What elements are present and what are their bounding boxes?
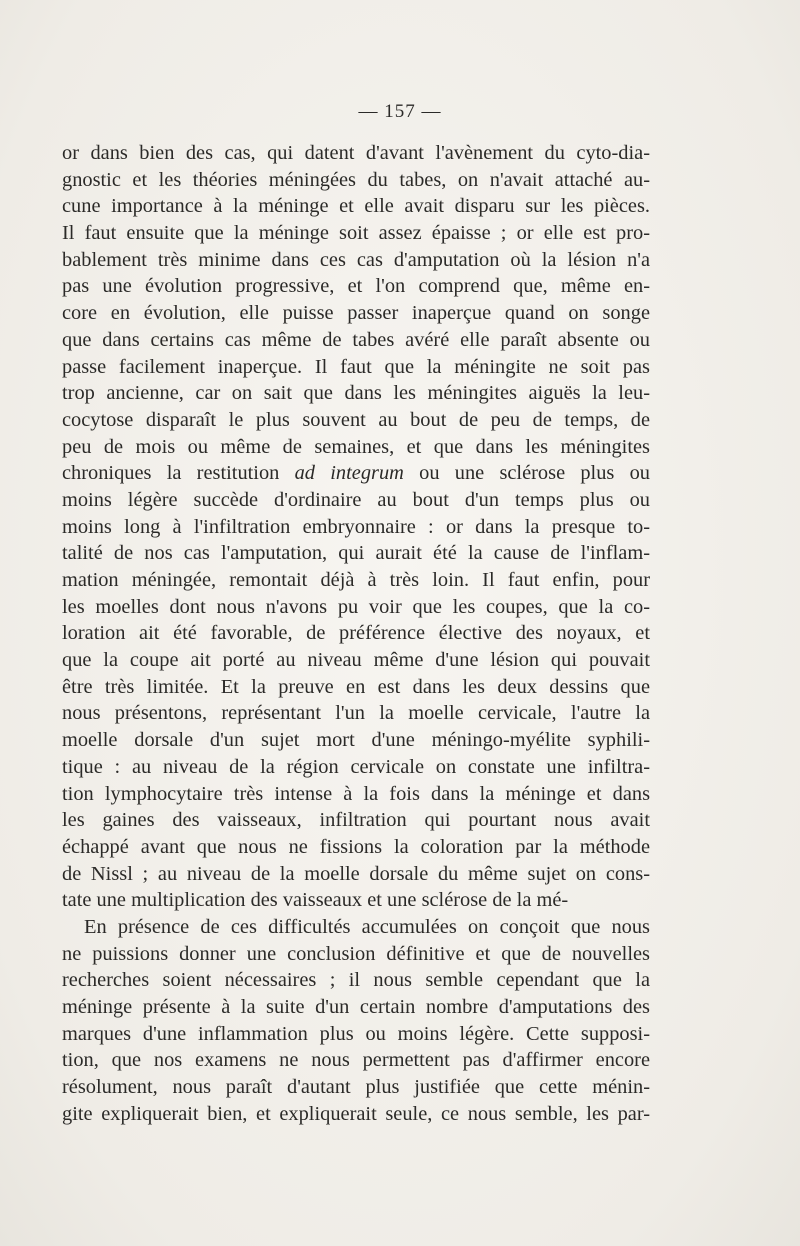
body-text <box>62 140 650 1127</box>
text-line: passe facilement inaperçue. Il faut que la méningite ne soit pas <box>62 355 650 378</box>
text-line: gite expliquerait bien, et expliquerait seule, ce nous semble, les par- <box>62 1102 650 1125</box>
text-line: tion, que nos examens ne nous permettent pas d'affirmer encore <box>62 1049 650 1072</box>
italic-phrase: ad integrum <box>294 462 404 485</box>
page-number: — 157 — <box>358 101 442 122</box>
text-line: que dans certains cas même de tabes avéré elle paraît absente ou <box>62 328 650 351</box>
text-line: or dans bien des cas, qui datent d'avant l'avènement du cyto-dia- <box>62 142 650 164</box>
text-segment: chroniques la restitution <box>62 462 295 485</box>
text-line: bablement très minime dans ces cas d'amputation où la lésion n'a <box>62 248 650 271</box>
text-line: moelle dorsale d'un sujet mort d'une méningo-myélite syphili- <box>62 729 650 752</box>
text-line: marques d'une inflammation plus ou moins légère. Cette supposi- <box>62 1022 650 1045</box>
text-line: échappé avant que nous ne fissions la coloration par la méthode <box>62 835 650 858</box>
text-line: que la coupe ait porté au niveau même d'une lésion qui pouvait <box>62 649 650 672</box>
text-line: Il faut ensuite que la méninge soit assez épaisse ; or elle est pro- <box>62 222 650 245</box>
text-line: core en évolution, elle puisse passer inaperçue quand on songe <box>62 302 650 325</box>
text-line: trop ancienne, car on sait que dans les méningites aiguës la leu- <box>62 382 650 405</box>
text-line: résolument, nous paraît d'autant plus justifiée que cette ménin- <box>62 1076 650 1099</box>
text-line: cune importance à la méninge et elle avait disparu sur les pièces. <box>62 195 650 218</box>
text-line: de Nissl ; au niveau de la moelle dorsale du même sujet on cons- <box>62 862 650 885</box>
text-line: talité de nos cas l'amputation, qui aurait été la cause de l'inflam- <box>62 542 650 565</box>
text-line: ne puissions donner une conclusion définitive et que de nouvelles <box>62 942 650 965</box>
text-line: pas une évolution progressive, et l'on comprend que, même en- <box>62 275 650 298</box>
text-line: cocytose disparaît le plus souvent au bout de peu de temps, de <box>62 408 650 431</box>
text-line: peu de mois ou même de semaines, et que dans les méningites <box>62 435 650 458</box>
text-line: mation méningée, remontait déjà à très loin. Il faut enfin, pour <box>62 569 650 591</box>
text-line: tate une multiplication des vaisseaux et une sclérose de la mé- <box>62 889 569 912</box>
text-line: moins légère succède d'ordinaire au bout d'un temps plus ou <box>62 488 650 511</box>
text-segment: ou une sclérose plus ou <box>403 462 650 485</box>
text-line: loration ait été favorable, de préférence élective des noyaux, et <box>62 622 650 645</box>
text-line: tique : au niveau de la région cervicale on constate une infiltra- <box>62 755 650 778</box>
text-line: recherches soient nécessaires ; il nous semble cependant que la <box>62 969 650 992</box>
text-line: méninge présente à la suite d'un certain nombre d'amputations des <box>62 996 650 1018</box>
text-line: les gaines des vaisseaux, infiltration qui pourtant nous avait <box>62 809 650 832</box>
text-line: tion lymphocytaire très intense à la fois dans la méninge et dans <box>62 782 650 805</box>
text-line: les moelles dont nous n'avons pu voir que les coupes, que la co- <box>62 595 650 618</box>
text-line: moins long à l'infiltration embryonnaire : or dans la presque to- <box>62 515 650 538</box>
text-line-with-italic <box>62 460 650 487</box>
text-line: être très limitée. Et la preuve en est dans les deux dessins que <box>62 675 650 698</box>
text-line: En présence de ces difficultés accumulées on conçoit que nous <box>84 915 650 938</box>
text-line: nous présentons, représentant l'un la moelle cervicale, l'autre la <box>62 702 650 725</box>
text-line: gnostic et les théories méningées du tabes, on n'avait attaché au- <box>62 168 650 191</box>
